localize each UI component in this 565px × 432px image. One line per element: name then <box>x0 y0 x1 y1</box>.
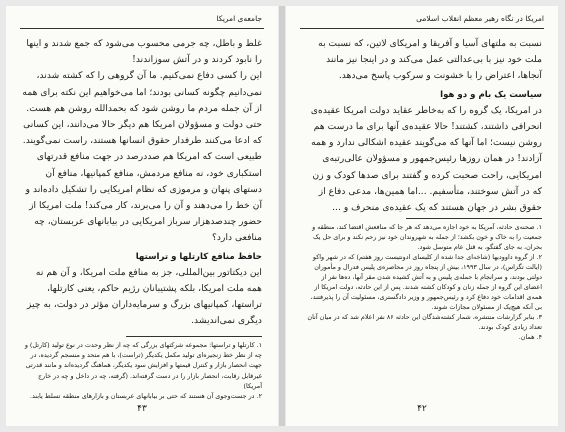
body-text <box>302 36 542 216</box>
running-header: جامعه‌ی امریکا <box>216 14 262 23</box>
header-rule <box>20 28 264 29</box>
running-header: امریکا در نگاه رهبر معظم انقلاب اسلامی <box>416 14 544 23</box>
paragraph: این را کسی دفاع نمی‌کنیم. ما آن گروهی را که کشته شدند، نمی‌دانیم چگونه کسانی بودند؛ اما می‌خواهیم این نکته برای همه از آن جمله مردم ما روشن شود که بحمدالله روشن هم هست. حتی دولت و مسؤولان امریکا هم دیگر حالا می‌دانند، این کسانی که ادعا می‌کنند طرفدار حقوق انسانها هستند، راست نمی‌گویند. <box>22 70 262 147</box>
page-number: ۴۲ <box>417 404 427 414</box>
book-gutter <box>279 6 285 426</box>
footnote: ۱. کارتلها و تراستها: مجموعه شرکتهای بزرگی که چه از نظر وحدت در نوع تولید (کارتل) و چه از نظر خط زنجیره‌ای تولید مکمل یکدیگر (تراست)، با هم متحد و منسجم گردیده، در جهت انحصار بازار و کنترل قیمتها و افزایش سود یکدیگر، هماهنگ گردیده‌اند و مانند قدرتی غیرقابل رقابت، انحصار بازار را در دست گرفته‌اند. (گرفته، چه در داخل و چه در خارج آمریکا) <box>24 341 262 390</box>
footnote: ۲. از گروه داوودیها (شاخه‌ای جدا شده از کلیسای ادونتیست روز هفتم) که در شهر واکو (ایالت تگزاس)، در سال ۱۹۹۳، بیش از پنجاه روز در محاصره‌ی پلیس فدرال و مأموران دولتی بودند، و سرانجام با حمله‌ی پلیس و به آتش کشیده شدن مقر آنها، ده‌ها نفر از اعضای این گروه از جمله زنان و کودکان کشته شدند. پس از این حادثه، دولت امریکا از همه‌ی اقدامات خود دفاع کرد و رئیس‌جمهور و وزیر دادگستری، مسئولیت آن را پذیرفتند، بی آنکه هیچ‌یک از مسئولان مجازات شوند. <box>310 253 542 311</box>
footnote: ۴. همان. <box>518 333 542 341</box>
page-number: ۴۳ <box>137 404 147 414</box>
body-text <box>22 36 262 330</box>
footnote: ۳. بنابر گزارشات منتشره، شمار کشته‌شدگان این حادثه ۸۶ نفر اعلام شد که در میان آنان تعداد زیادی کودک بودند. <box>307 313 542 331</box>
footnotes <box>302 222 542 342</box>
section-heading: حافظ منافع کارتلها و تراستها <box>135 251 262 262</box>
right-page <box>286 6 558 426</box>
footnotes <box>22 340 262 401</box>
paragraph: در امریکا، یک گروه را که به‌خاطر عقاید دولت امریکا عقیده‌ی انحرافی داشتند، کشتند! حالا عقیده‌ی آنها برای ما درست هم روشن نیست؛ اما آنها که می‌گویند عقیده اشکالی ندارد و همه آزادند! در همان روزها رئیس‌جمهور و مسؤولان عالی‌رتبه‌ی امریکایی، راحت صحبت کرده و گفتند برای صدها کودک و زن که در آتش سوختند، متأسفیم. ...اما همین‌ها، مدعی دفاع از حقوق بشر در جهان هستند که یک عقیده‌ی منحرف و ... <box>310 104 542 214</box>
paragraph: غلط و باطل، چه جرمی محسوب می‌شود که جمع شدند و اینها را نابود کردند و در آتش سوزاندند! <box>26 38 262 66</box>
footnote: ۱. صحنه‌ی حادثه، آمریکا به خود اجازه می‌دهد که هر جا که منافعش اقتضا کند، منطقه و جمعیت را به خاک و خون بکشد؛ از جمله به شهروندان خود نیز رحم نکند و برای حل یک بحران، به جای گفتگو، به قتل عام متوسل شود. <box>312 223 542 251</box>
paragraph: نسبت به ملتهای آسیا و آفریقا و امریکای لاتین، که نسبت به ملت خود نیز با بی‌عدالتی عمل می‌کند و در اینجا نیز مانند آنجاها، اعتراض را با خشونت و سرکوب پاسخ می‌دهد. <box>318 38 542 82</box>
section-heading: سیاست یک بام و دو هوا <box>440 89 542 100</box>
footnote: ۲. در جست‌وجوی آن هستند که حتی بر بیابانهای عربستان و بازارهای منطقه تسلط یابند. <box>29 392 262 401</box>
left-page <box>6 6 278 426</box>
header-rule <box>300 28 544 29</box>
paragraph: این دیکتاتور بین‌المللی، جز به منافع ملت امریکا، و آن هم نه همه ملت امریکا، بلکه پشتیبانان رژیم حاکم، یعنی کارتلها، تراستها، کمپانیهای بزرگ و سرمایه‌داران مؤثر در دولت، به چیز دیگری نمی‌اندیشد. <box>27 266 262 327</box>
paragraph: طبیعی است که امریکا هم صددرصد در جهت منافع قدرتهای استکباری خود، نه منافع مردمش، منافع کمپانیها، منافع آن دستهای پنهان و مرموزی که نظام امریکایی را تشکیل داده‌اند و آن خط را می‌دهند و آن را می‌برند، کار می‌کند! ملت امریکا از حضور چندصدهزار سرباز امریکایی در بیابانهای عربستان، چه منافعی دارد؟ <box>25 151 262 244</box>
footnote-rule <box>406 218 542 219</box>
footnote-rule <box>126 336 262 337</box>
